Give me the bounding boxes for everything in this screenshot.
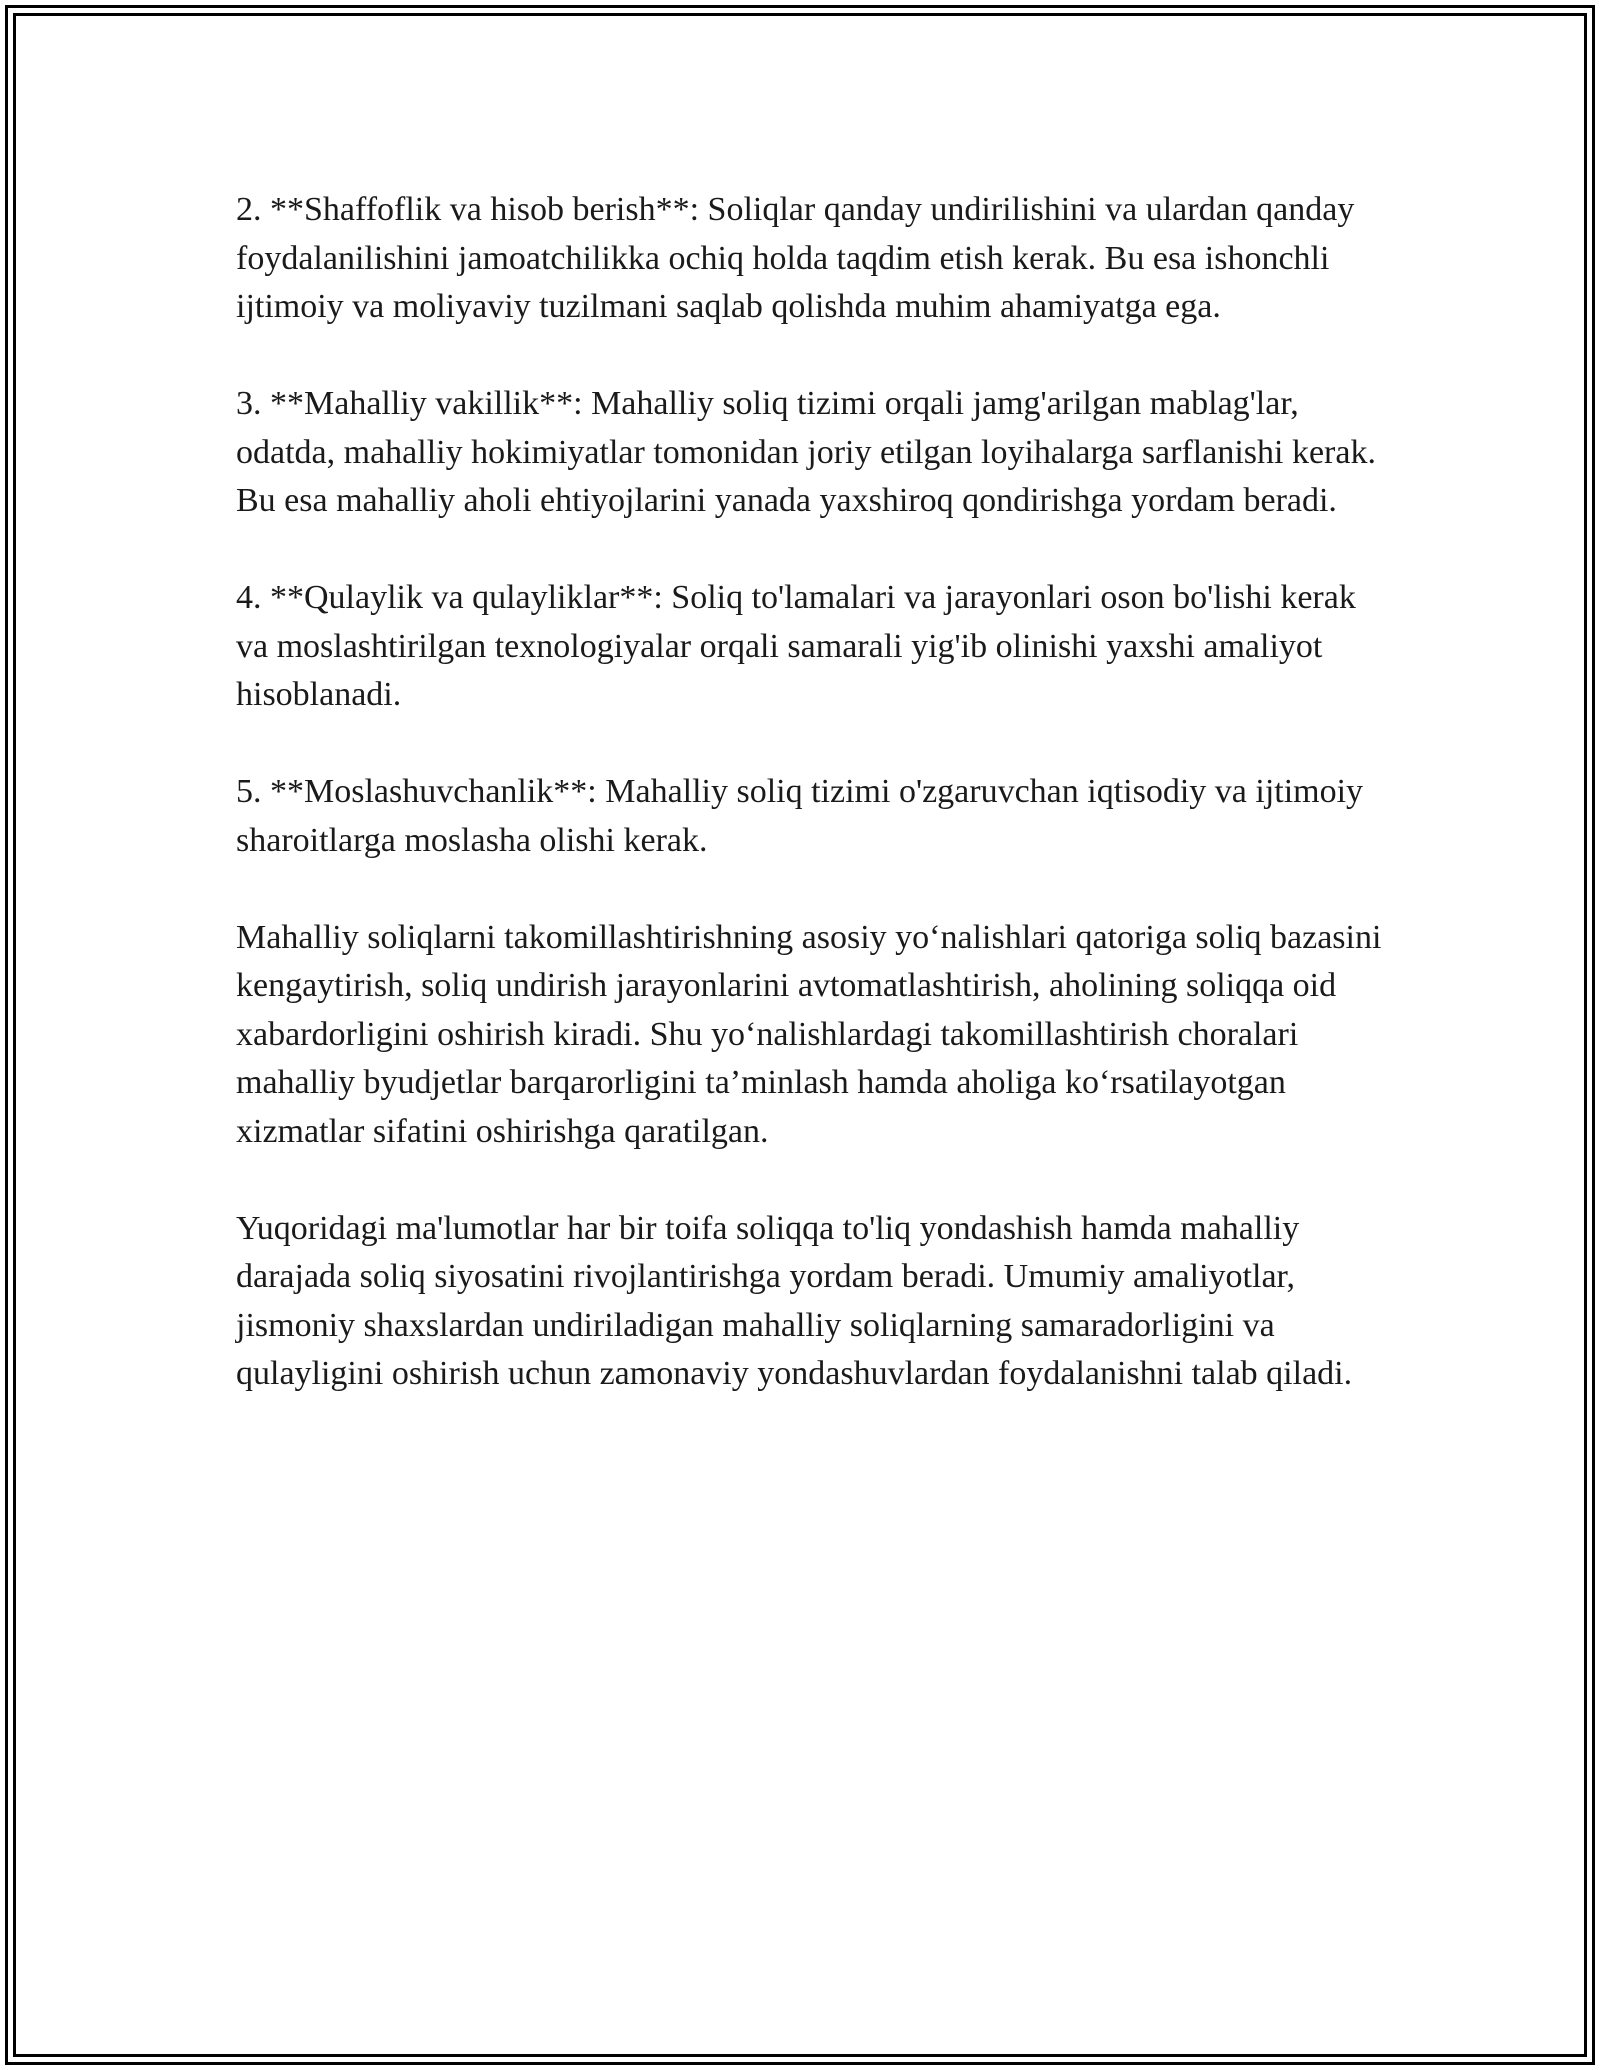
paragraph-conclusion: Yuqoridagi ma'lumotlar har bir toifa soliqqa to'liq yondashish hamda mahalliy darajada soliq siyosatini rivojlantirishga yordam beradi. Umumiy amaliyotlar, jismoniy shaxslardan undiriladigan mahalliy soliqlarning samaradorligini va qulayligini oshirish uchun zamonaviy yondashuvlardan foydalanishni talab qiladi. (236, 1209, 1353, 1392)
document-body (236, 186, 1386, 1399)
paragraph-transparency: 2. **Shaffoflik va hisob berish**: Soliqlar qanday undirilishini va ulardan qanday foydalanilishini jamoatchilikka ochiq holda taqdim etish kerak. Bu esa ishonchli ijtimoiy va moliyaviy tuzilmani saqlab qolishda muhim ahamiyatga ega. (236, 191, 1355, 325)
paragraph-flexibility: 5. **Moslashuvchanlik**: Mahalliy soliq tizimi o'zgaruvchan iqtisodiy va ijtimoiy sharoitlarga moslasha olishi kerak. (236, 773, 1364, 859)
paragraph-local-representation: 3. **Mahalliy vakillik**: Mahalliy soliq tizimi orqali jamg'arilgan mablag'lar, odatda, mahalliy hokimiyatlar tomonidan joriy etilgan loyihalarga sarflanishi kerak. Bu esa mahalliy aholi ehtiyojlarini yanada yaxshiroq qondirishga yordam beradi. (236, 385, 1376, 519)
paragraph-convenience: 4. **Qulaylik va qulayliklar**: Soliq to'lamalari va jarayonlari oson bo'lishi kerak va moslashtirilgan texnologiyalar orqali samarali yig'ib olinishi yaxshi amaliyot hisoblanadi. (236, 579, 1356, 713)
paragraph-improvement-directions: Mahalliy soliqlarni takomillashtirishning asosiy yo‘nalishlari qatoriga soliq bazasini kengaytirish, soliq undirish jarayonlarini avtomatlashtirish, aholining soliqqa oid xabardorligini oshirish kiradi. Shu yo‘nalishlardagi takomillashtirish choralari mahalliy byudjetlar barqarorligini ta’minlash hamda aholiga ko‘rsatilayotgan xizmatlar sifatini oshirishga qaratilgan. (236, 918, 1382, 1150)
